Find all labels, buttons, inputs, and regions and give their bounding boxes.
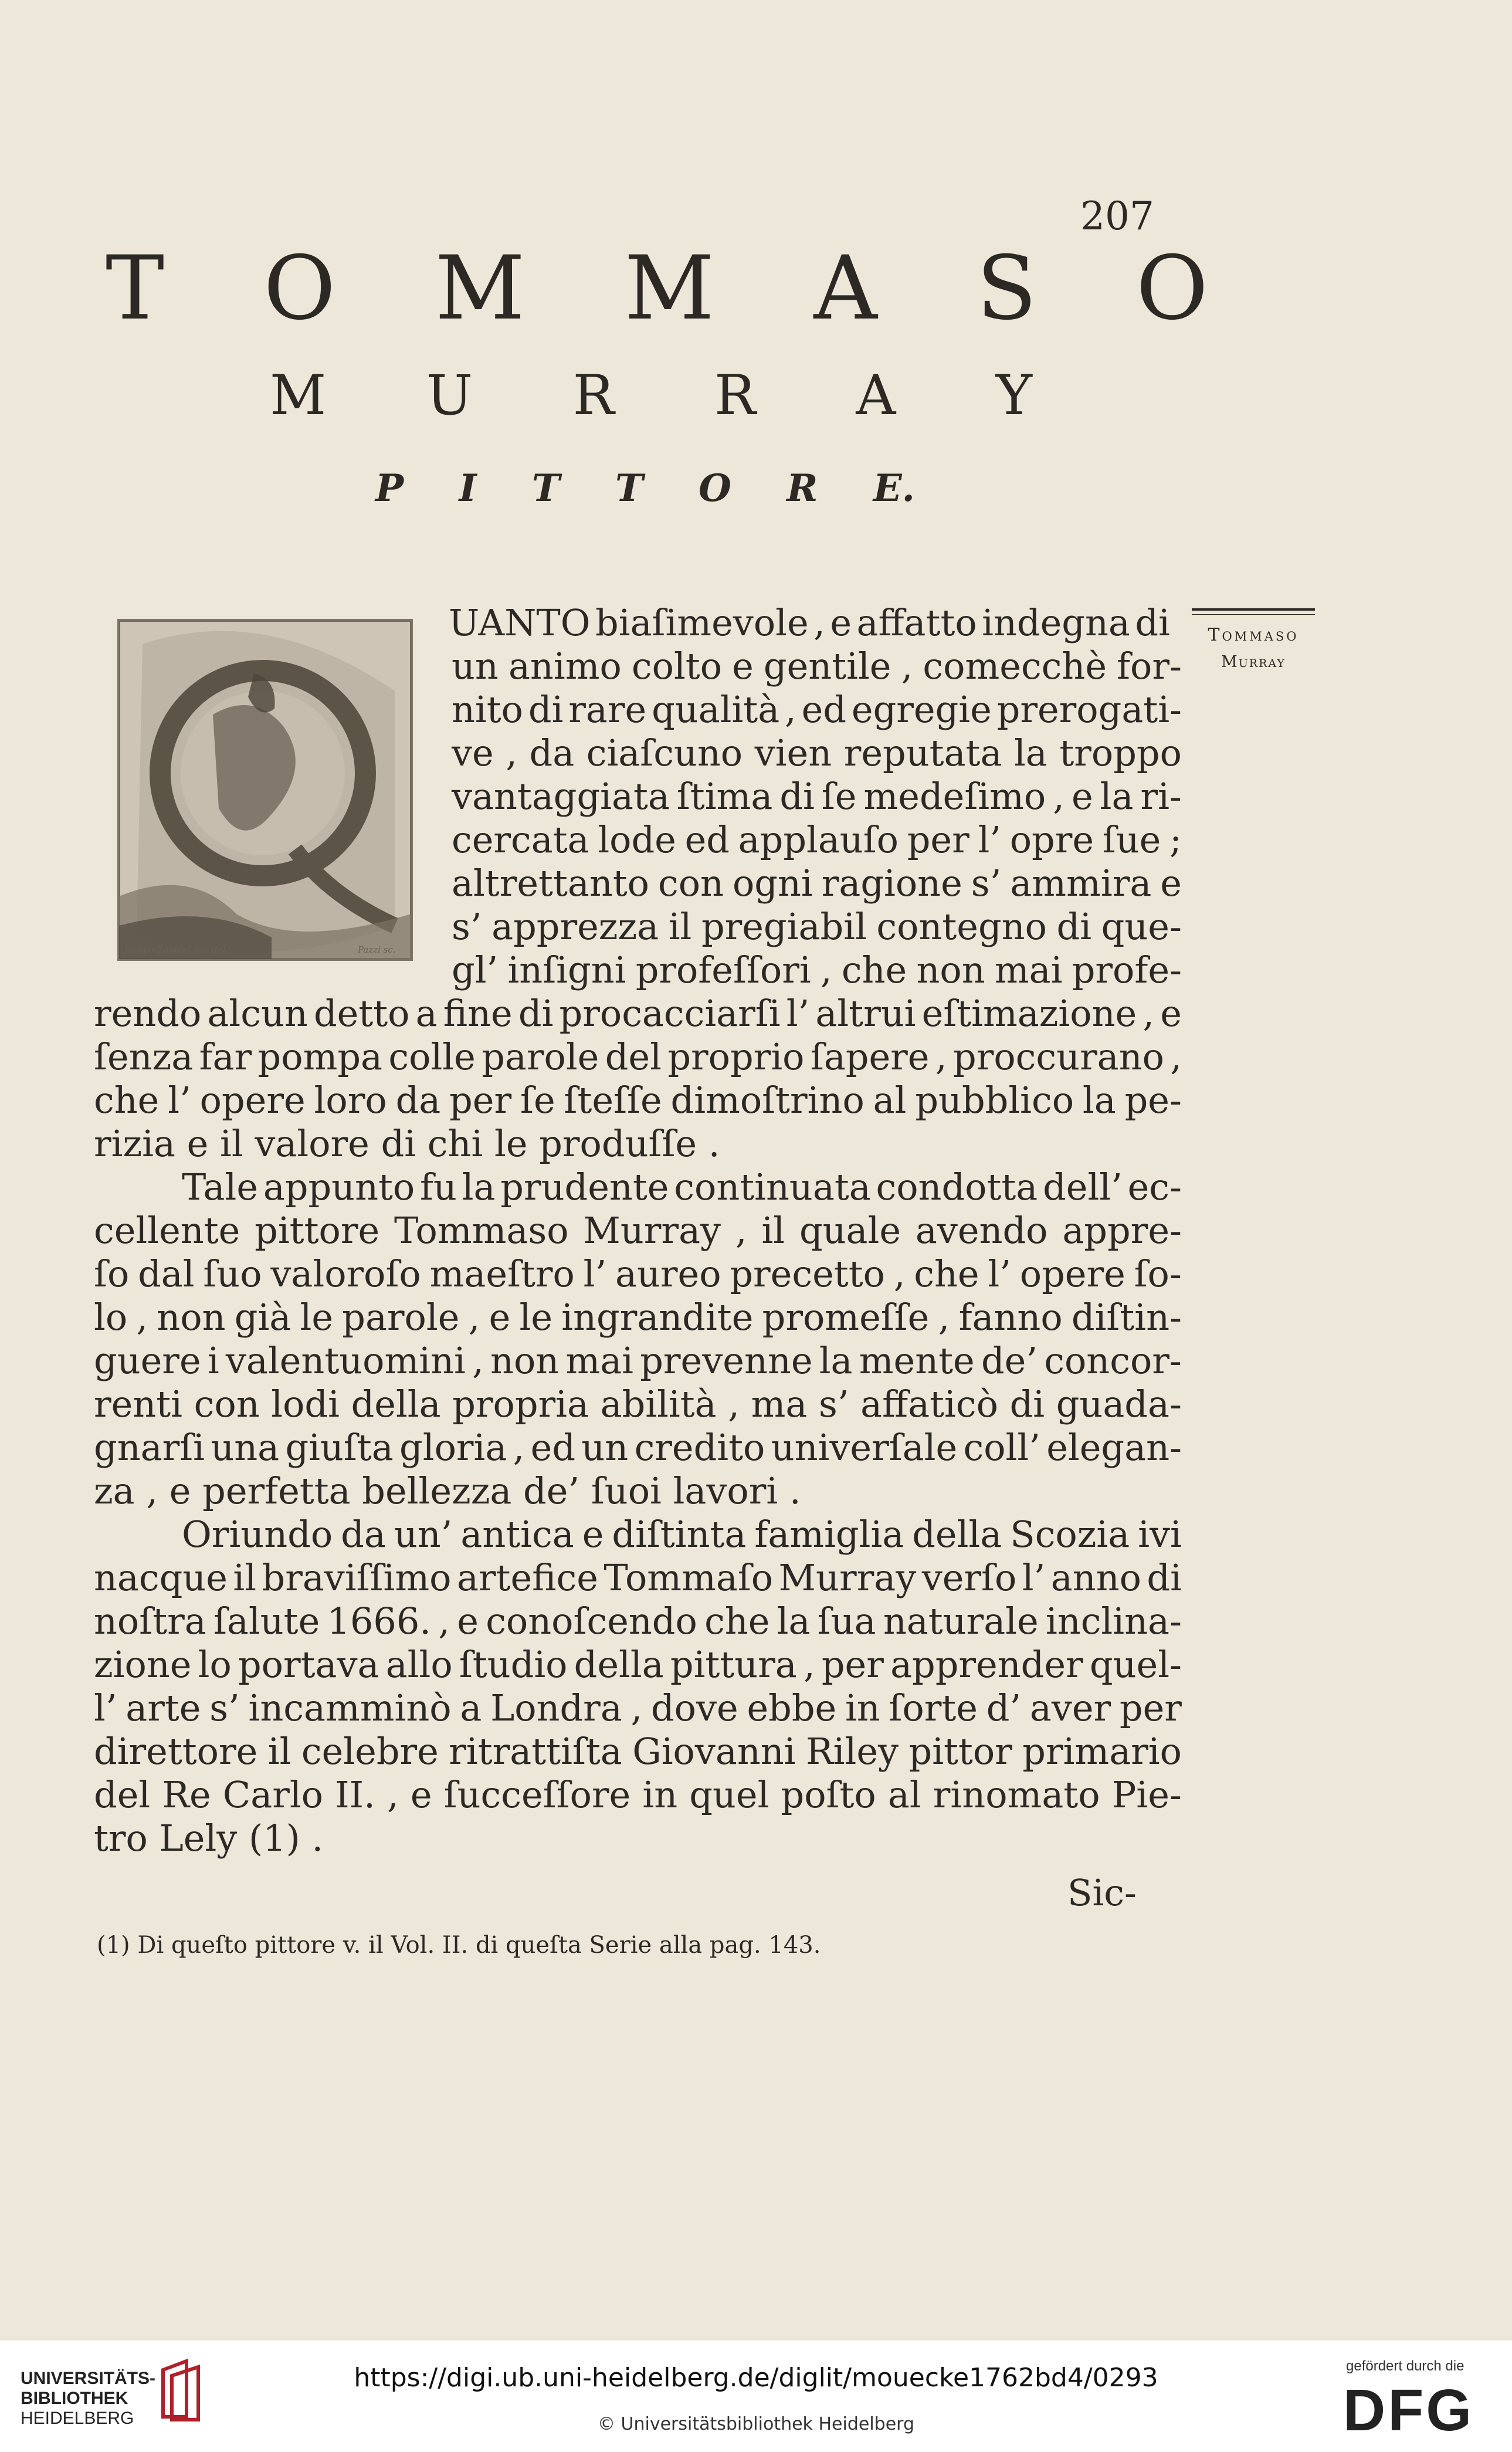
body-line: che l’ opere loro da per ſe ſteſſe dimoſtrino al pubblico la pe- bbox=[94, 1079, 1182, 1122]
title-letter: T bbox=[106, 238, 165, 340]
title-letter: O bbox=[699, 466, 731, 510]
copyright-text: © Universitätsbibliothek Heidelberg bbox=[597, 2414, 914, 2434]
title-letter: I bbox=[459, 466, 477, 510]
engraving-image bbox=[119, 621, 411, 959]
title-letter: A bbox=[856, 364, 896, 428]
footnote: (1) Di queſto pittore v. il Vol. II. di queſta Serie alla pag. 143. bbox=[97, 1932, 821, 1959]
body-line: UANTO biaſimevole , e affatto indegna di bbox=[449, 601, 1170, 644]
body-line: nacque il braviſſimo artefice Tommaſo Murray verſo l’ anno di bbox=[94, 1556, 1182, 1599]
title-letter: M bbox=[435, 238, 526, 340]
body-line: gnarſi una giuſta gloria , ed un credito univerſale coll’ elegan- bbox=[94, 1426, 1182, 1469]
body-line: l’ arte s’ incamminò a Londra , dove ebbe in ſorte d’ aver per bbox=[94, 1686, 1182, 1729]
body-line: Tale appunto fu la prudente continuata condotta dell’ ec- bbox=[182, 1166, 1182, 1208]
title-letter: Y bbox=[995, 364, 1032, 428]
body-line: ſenza far pompa colle parole del proprio ſapere , proccurano , bbox=[94, 1035, 1182, 1078]
engraving-caption-right: Pazzi sc. bbox=[358, 944, 396, 955]
title-letter: U bbox=[426, 364, 473, 428]
title-letter: E. bbox=[873, 466, 915, 510]
title-letter: R bbox=[714, 364, 756, 428]
margin-note-line1: Tommaso bbox=[1208, 625, 1299, 645]
title-line-murray bbox=[270, 364, 1032, 428]
body-line: un animo colto e gentile , comecchè for- bbox=[452, 645, 1182, 687]
body-line: Oriundo da un’ antica e diſtinta famiglia della Scozia ivi bbox=[182, 1513, 1182, 1556]
engraving-caption-left: Jacopo Zoppini inv. del. bbox=[124, 944, 229, 955]
title-line-tommaso bbox=[106, 238, 1208, 340]
title-letter: T bbox=[531, 466, 560, 510]
body-line: zione lo portava allo ſtudio della pittura , per apprender quel- bbox=[94, 1643, 1182, 1686]
body-line: ve , da ciaſcuno vien reputata la troppo bbox=[452, 731, 1182, 774]
title-letter: R bbox=[572, 364, 615, 428]
title-letter: O bbox=[1136, 238, 1208, 340]
body-line: tro Lely (1) . bbox=[94, 1817, 324, 1860]
title-letter: O bbox=[263, 238, 336, 340]
body-line: lo , non già le parole , e le ingrandite promeſſe , fanno diſtin- bbox=[94, 1296, 1182, 1339]
body-line: noſtra ſalute 1666. , e conoſcendo che la ſua naturale inclina- bbox=[94, 1600, 1182, 1642]
library-name-line2: BIBLIOTHEK bbox=[21, 2389, 128, 2408]
body-line: renti con lodi della propria abilità , ma s’ affaticò di guada- bbox=[94, 1383, 1182, 1425]
margin-note bbox=[1192, 608, 1315, 676]
title-letter: P bbox=[375, 466, 404, 510]
page-number: 207 bbox=[1080, 194, 1154, 239]
body-line: nito di rare qualità , ed egregie prerogati- bbox=[452, 688, 1182, 731]
body-line: direttore il celebre ritrattiſta Giovanni Riley pittor primario bbox=[94, 1730, 1182, 1773]
body-line: za , e perfetta bellezza de’ ſuoi lavori . bbox=[94, 1469, 801, 1512]
body-line: cellente pittore Tommaso Murray , il quale avendo appre- bbox=[94, 1209, 1182, 1252]
initial-q-engraving bbox=[117, 619, 413, 961]
body-line: vantaggiata ſtima di ſe medeſimo , e la ri- bbox=[452, 775, 1182, 818]
body-line: altrettanto con ogni ragione s’ ammira e bbox=[452, 862, 1182, 905]
body-line: del Re Carlo II. , e ſucceſſore in quel poſto al rinomato Pie- bbox=[94, 1773, 1182, 1816]
margin-note-line2: Murray bbox=[1221, 653, 1286, 671]
body-line: ſo dal ſuo valoroſo maeſtro l’ aureo precetto , che l’ opere ſo- bbox=[94, 1252, 1182, 1295]
library-name-line3: HEIDELBERG bbox=[21, 2409, 134, 2428]
title-letter: R bbox=[786, 466, 818, 510]
body-line: rendo alcun detto a fine di procacciarſi l’ altrui eſtimazione , e bbox=[94, 992, 1182, 1035]
footer-bar bbox=[0, 2341, 1512, 2452]
body-line: cercata lode ed applauſo per l’ opre ſue ; bbox=[452, 818, 1182, 861]
title-letter: T bbox=[615, 466, 643, 510]
catchword: Sic- bbox=[1067, 1871, 1137, 1914]
title-letter: M bbox=[270, 364, 327, 428]
dfg-logo: DFG bbox=[1343, 2378, 1474, 2443]
document-url-link[interactable]: https://digi.ub.uni-heidelberg.de/diglit/mouecke1762bd4/0293 bbox=[354, 2363, 1158, 2393]
title-letter: S bbox=[976, 238, 1037, 340]
title-letter: A bbox=[813, 238, 877, 340]
body-line: guere i valentuomini , non mai prevenne la mente de’ concor- bbox=[94, 1339, 1182, 1382]
body-line: s’ apprezza il pregiabil contegno di que- bbox=[452, 905, 1182, 948]
body-line: gl’ inſigni profeſſori , che non mai profe- bbox=[452, 949, 1182, 991]
library-name-line1: UNIVERSITÄTS- bbox=[21, 2369, 156, 2388]
margin-rule bbox=[1192, 608, 1315, 615]
dfg-caption: gefördert durch die bbox=[1346, 2358, 1464, 2374]
body-line: rizia e il valore di chi le produſſe . bbox=[94, 1122, 720, 1165]
title-line-pittore bbox=[375, 466, 915, 510]
title-letter: M bbox=[624, 238, 715, 340]
